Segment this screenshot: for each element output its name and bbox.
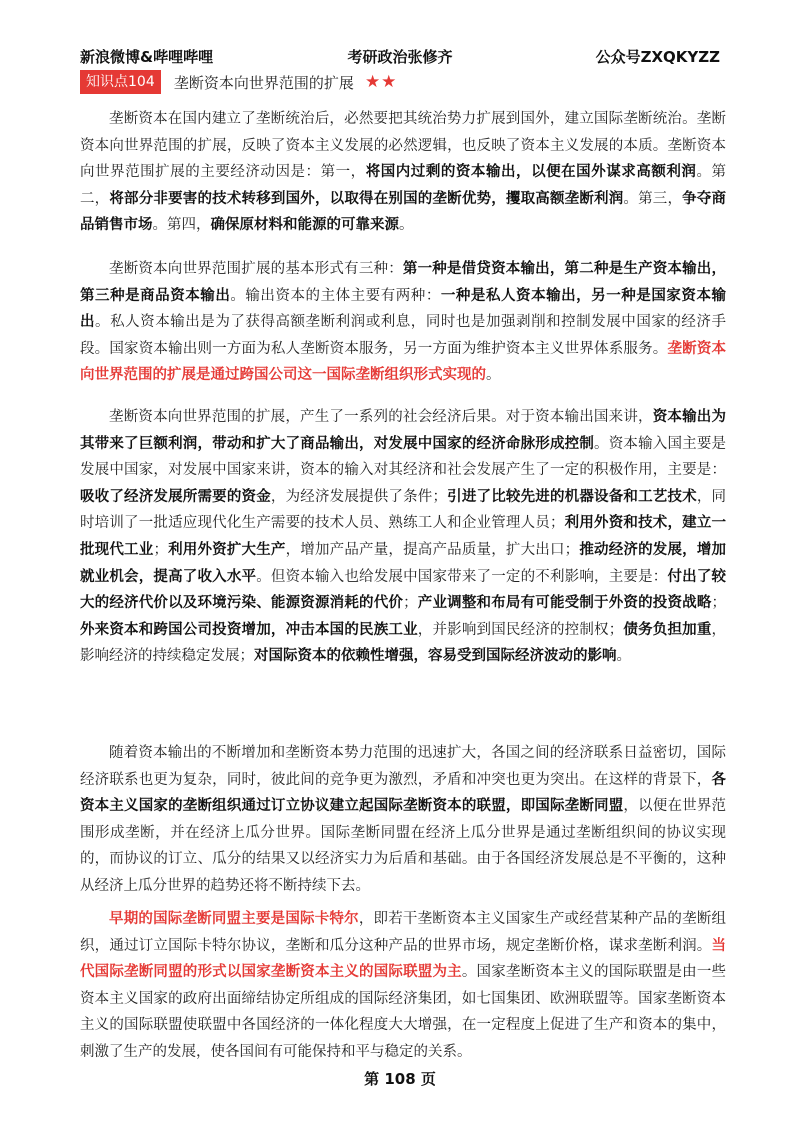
bold-text-run: 将国内过剩的资本输出，以便在国外谋求高额利润	[365, 164, 697, 181]
highlight-text-run: 垄断资本向世界范围的扩展是通过跨国公司这一国际垄断组织形式实现的	[80, 340, 727, 384]
text-run: 。第二，	[80, 164, 727, 207]
bold-text-run: 将部分非要害的技术转移到国外，以取得在别国的垄断优势，攫取高额垄断利润	[109, 190, 624, 207]
paragraph-5	[80, 906, 726, 1066]
text-run: 。资本输入国主要是发展中国家，对发展中国家来讲，资本的输入对其经济和社会发展产生了一定的积极作用，主要是：	[80, 435, 727, 479]
text-run: ，即若干垄断资本主义国家生产或经营某种产品的垄断组织，通过订立国际卡特尔协议，垄断和瓜分这种产品的世界市场，规定垄断价格，谋求垄断利润。	[80, 911, 727, 954]
bold-text-run: 债务负担加重	[623, 621, 712, 638]
paragraph-1	[80, 106, 726, 239]
bold-text-run: 争夺商品销售市场	[80, 190, 727, 234]
text-run: ；	[711, 595, 726, 612]
text-run: 。	[486, 367, 501, 384]
text-run: 。	[399, 217, 414, 234]
knowledge-point-title: 垄断资本向世界范围的扩展	[173, 73, 354, 92]
highlight-text-run: 早期的国际垄断同盟主要是国际卡特尔	[109, 911, 359, 927]
text-run: 垄断资本向世界范围扩展的基本形式有三种：	[109, 261, 403, 277]
text-run: ，增加产品产量，提高产品质量，扩大出口；	[285, 541, 580, 558]
bold-text-run: 对国际资本的依赖性增强，容易受到国际经济波动的影响	[254, 648, 617, 665]
text-run: ，并影响到国民经济的控制权；	[417, 621, 624, 638]
highlight-text-run: 当代国际垄断同盟的形式以国家垄断资本主义的国际联盟为主	[80, 937, 726, 981]
text-run: 。私人资本输出是为了获得高额垄断利润或利息，同时也是加强剥削和控制发展中国家的经济手段。国家资本输出则一方面为私人垄断资本服务，另一方面为维护资本主义世界体系服务。	[80, 314, 727, 357]
bold-text-run: 推动经济的发展，增加就业机会，提高了收入水平	[80, 541, 727, 585]
bold-text-run: 引进了比较先进的机器设备和工艺技术	[446, 488, 697, 505]
header-center-title: 考研政治张修齐	[347, 48, 453, 66]
text-run: ，同时培训了一批适应现代化生产需要的技术人员、熟练工人和企业管理人员；	[80, 488, 727, 532]
text-run: ，影响经济的持续稳定发展；	[80, 621, 727, 665]
bold-text-run: 利用外资和技术，建立一批现代工业	[80, 515, 726, 558]
text-run: ，为经济发展提供了条件；	[270, 488, 447, 505]
bold-text-run: 产业调整和布局有可能受制于外资的投资战略	[417, 595, 712, 612]
bold-text-run: 付出了较大的经济代价以及环境污染、能源资源消耗的代价	[80, 568, 727, 612]
bold-text-run: 各资本主义国家的垄断组织通过订立协议建立起国际垄断资本的联盟，即国际垄断同盟	[80, 771, 726, 815]
paragraph-2	[80, 256, 726, 389]
text-run: ；	[153, 541, 168, 558]
text-run: 。第三，	[623, 190, 683, 207]
header-left-label: 新浪微博&哔哩哔哩	[80, 48, 214, 66]
importance-stars-icon: ★★	[364, 72, 398, 92]
bold-text-run: 外来资本和跨国公司投资增加，冲击本国的民族工业	[80, 621, 418, 638]
bold-text-run: 利用外资扩大生产	[167, 541, 286, 558]
text-run: 。输出资本的主体主要有两种：	[230, 287, 441, 304]
page-number: 第 108 页	[364, 1070, 436, 1088]
header-right-label: 公众号ZXQKYZZ	[595, 48, 720, 66]
bold-text-run: 确保原材料和能源的可靠来源	[210, 217, 399, 234]
text-run: 垄断资本在国内建立了垄断统治后，必然要把其统治势力扩展到国外，建立国际垄断统治。垄断资本向世界范围的扩展，反映了资本主义发展的必然逻辑，也反映了资本主义发展的本质。垄断资本向世界范围扩展的主要经济动因是：第一，	[80, 111, 726, 181]
text-run: 垄断资本向世界范围的扩展，产生了一系列的社会经济后果。对于资本输出国来讲，	[109, 409, 653, 425]
paragraph-4	[80, 740, 726, 900]
paragraph-3	[80, 404, 726, 670]
text-run: 随着资本输出的不断增加和垄断资本势力范围的迅速扩大，各国之间的经济联系日益密切，国际经济联系也更为复杂，同时，彼此间的竞争更为激烈，矛盾和冲突也更为突出。在这样的背景下，	[80, 745, 726, 788]
text-run: ；	[403, 595, 418, 612]
page-header	[80, 44, 720, 68]
bold-text-run: 第一种是借贷资本输出，第二种是生产资本输出，第三种是商品资本输出	[80, 261, 727, 304]
knowledge-point-heading	[80, 70, 397, 96]
knowledge-point-badge: 知识点104	[80, 70, 161, 94]
text-run: 。第四，	[152, 217, 211, 234]
bold-text-run: 吸收了经济发展所需要的资金	[80, 488, 271, 505]
text-run: 。国家垄断资本主义的国际联盟是由一些资本主义国家的政府出面缔结协定所组成的国际经济集团，如七国集团、欧洲联盟等。国家垄断资本主义的国际联盟使联盟中各国经济的一体化程度大大增强，在一定程度上促进了生产和资本的集中，刺激了生产的发展，使各国间有可能保持和平与稳定的关系。	[80, 964, 727, 1060]
bold-text-run: 一种是私人资本输出，另一种是国家资本输出	[80, 287, 727, 331]
text-run: 。	[616, 648, 631, 665]
text-run: 。但资本输入也给发展中国家带来了一定的不利影响，主要是：	[256, 568, 668, 585]
text-run: ，以便在世界范围形成垄断，并在经济上瓜分世界。国际垄断同盟在经济上瓜分世界是通过垄断组织间的协议实现的，而协议的订立、瓜分的结果又以经济实力为后盾和基础。由于各国经济发展总是不平衡的，这种从经济上瓜分世界的趋势还将不断持续下去。	[80, 798, 727, 894]
bold-text-run: 资本输出为其带来了巨额利润，带动和扩大了商品输出，对发展中国家的经济命脉形成控制	[80, 409, 726, 452]
